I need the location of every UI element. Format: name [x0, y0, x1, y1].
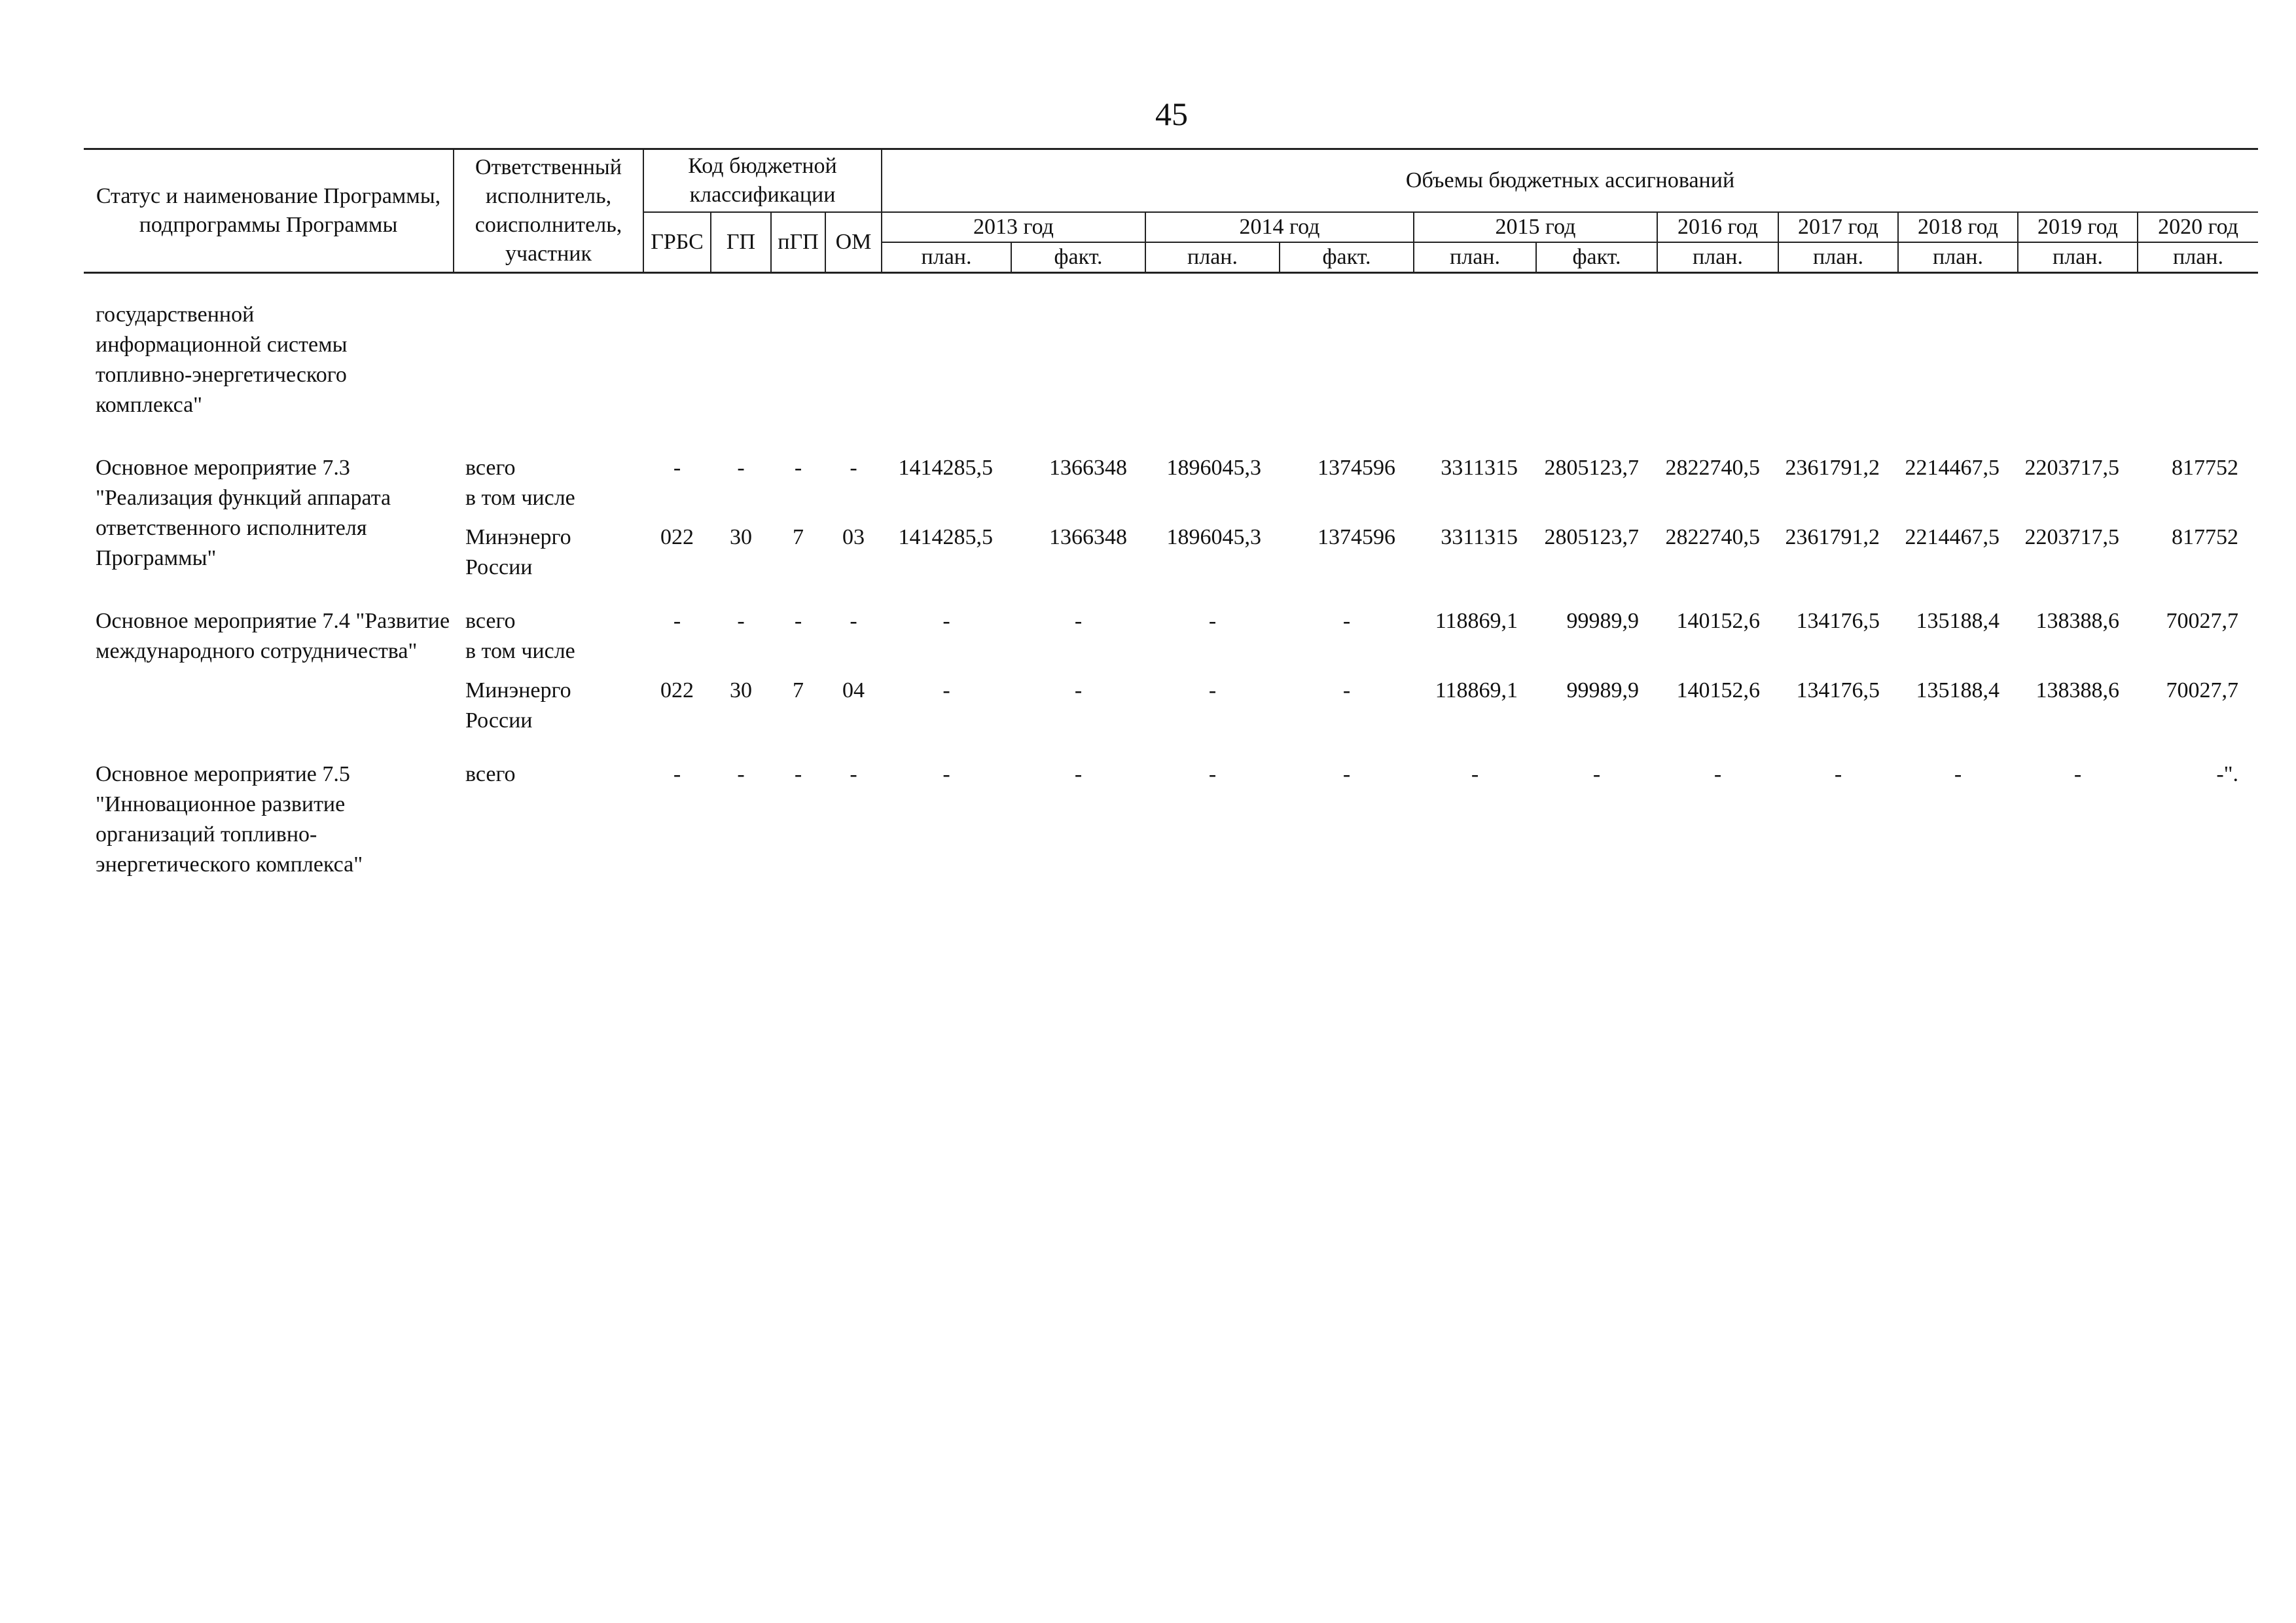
value-cell: -: [1834, 761, 1842, 786]
responsible-ministry: Минэнерго России: [465, 524, 571, 579]
value-cell: -: [1954, 761, 1962, 786]
value-cell: 1374596: [1318, 524, 1396, 549]
value-cell: -: [1471, 761, 1479, 786]
header-plan: план.: [1145, 242, 1280, 273]
header-fact: факт.: [1280, 242, 1414, 273]
value-cell: 140152,6: [1676, 678, 1761, 702]
responsible-ministry: Минэнерго России: [465, 678, 571, 733]
activity-name: Основное мероприятие 7.3 "Реализация функций аппарата ответственного исполнителя Программы": [96, 455, 391, 570]
value-cell: 817752: [2172, 524, 2239, 549]
value-cell: -: [1074, 608, 1083, 633]
code-cell: -: [794, 455, 802, 480]
responsible-total: [454, 453, 643, 513]
header-plan: план.: [882, 242, 1011, 273]
value-cell: 2203717,5: [2024, 524, 2120, 549]
value-cell: -: [942, 761, 950, 786]
value-cell: 3311315: [1441, 455, 1518, 480]
value-cell: 2214467,5: [1905, 524, 2000, 549]
value-cell: 1896045,3: [1166, 455, 1262, 480]
value-cell: -: [942, 608, 950, 633]
value-cell: 2822740,5: [1665, 524, 1761, 549]
header-code: Код бюджетной классификации: [643, 149, 882, 212]
header-plan: план.: [1657, 242, 1778, 273]
value-cell: -: [1074, 761, 1083, 786]
value-cell: 2361791,2: [1785, 455, 1880, 480]
table-row: [84, 606, 2258, 666]
header-name: Статус и наименование Программы, подпрограммы Программы: [84, 149, 454, 273]
header-fact: факт.: [1011, 242, 1145, 273]
header-code-grbs: ГРБС: [643, 212, 711, 273]
header-plan: план.: [1898, 242, 2018, 273]
responsible-total: [454, 759, 643, 880]
value-cell: 1366348: [1049, 524, 1128, 549]
value-cell: -: [1208, 608, 1217, 633]
header-year-2016: 2016 год: [1657, 212, 1778, 242]
including-label: в том числе: [465, 485, 575, 510]
responsible-total: [454, 606, 643, 666]
table-row: [84, 453, 2258, 513]
header-year-2019: 2019 год: [2018, 212, 2138, 242]
value-cell: -: [1342, 608, 1351, 633]
including-label: в том числе: [465, 638, 575, 663]
value-cell: 2203717,5: [2024, 455, 2120, 480]
code-cell: 7: [793, 678, 804, 702]
value-cell: -: [1074, 678, 1083, 702]
activity-name: Основное мероприятие 7.4 "Развитие международного сотрудничества": [96, 608, 450, 663]
total-label: всего: [465, 761, 516, 786]
value-cell: -: [1208, 678, 1217, 702]
code-cell: 03: [842, 524, 865, 549]
code-cell: -: [737, 455, 745, 480]
value-cell: -: [1592, 761, 1601, 786]
code-cell: -: [850, 455, 857, 480]
value-cell: 70027,7: [2166, 608, 2239, 633]
value-cell: 2822740,5: [1665, 455, 1761, 480]
value-cell: 99989,9: [1566, 678, 1640, 702]
value-cell: 99989,9: [1566, 608, 1640, 633]
continuation-text: государственной информационной системы топливно-энергетического комплекса": [96, 302, 348, 417]
code-cell: 7: [793, 524, 804, 549]
value-cell: 135188,4: [1916, 608, 2000, 633]
table-header: [84, 149, 2258, 273]
header-fact: факт.: [1536, 242, 1657, 273]
total-label: всего: [465, 455, 516, 480]
code-cell: -: [850, 761, 857, 786]
header-year-2020: 2020 год: [2138, 212, 2258, 242]
activity-name: Основное мероприятие 7.5 "Инновационное развитие организаций топливно-энергетического комплекса": [96, 761, 363, 877]
code-cell: -: [850, 608, 857, 633]
value-cell: -: [2073, 761, 2082, 786]
code-cell: -: [673, 455, 681, 480]
header-year-2017: 2017 год: [1778, 212, 1898, 242]
code-cell: -: [737, 761, 745, 786]
table-body: [84, 272, 2258, 903]
value-cell: -: [1342, 678, 1351, 702]
value-cell: -".: [2216, 761, 2239, 786]
value-cell: 1896045,3: [1166, 524, 1262, 549]
code-cell: 04: [842, 678, 865, 702]
value-cell: 70027,7: [2166, 678, 2239, 702]
value-cell: -: [1208, 761, 1217, 786]
value-cell: 2361791,2: [1785, 524, 1880, 549]
code-cell: -: [737, 608, 745, 633]
value-cell: -: [942, 678, 950, 702]
value-cell: 1414285,5: [898, 455, 994, 480]
code-cell: -: [673, 761, 681, 786]
value-cell: 134176,5: [1796, 678, 1880, 702]
budget-table: [84, 148, 2258, 903]
value-cell: 134176,5: [1796, 608, 1880, 633]
header-year-2013: 2013 год: [882, 212, 1145, 242]
value-cell: 1374596: [1318, 455, 1396, 480]
value-cell: 2214467,5: [1905, 455, 2000, 480]
header-year-2014: 2014 год: [1145, 212, 1414, 242]
code-cell: 022: [660, 524, 694, 549]
code-cell: -: [794, 608, 802, 633]
value-cell: 817752: [2172, 455, 2239, 480]
header-code-om: ОМ: [825, 212, 882, 273]
header-code-pgp: пГП: [771, 212, 825, 273]
table-row: [84, 759, 2258, 880]
value-cell: 138388,6: [2036, 608, 2120, 633]
value-cell: 138388,6: [2036, 678, 2120, 702]
code-cell: -: [794, 761, 802, 786]
header-plan: план.: [2138, 242, 2258, 273]
value-cell: -: [1713, 761, 1722, 786]
header-responsible: Ответственный исполнитель, соисполнитель, участник: [454, 149, 643, 273]
header-plan: план.: [1414, 242, 1536, 273]
value-cell: 2805123,7: [1544, 455, 1640, 480]
code-cell: 30: [730, 524, 752, 549]
value-cell: 118869,1: [1435, 608, 1518, 633]
value-cell: 140152,6: [1676, 608, 1761, 633]
value-cell: 1366348: [1049, 455, 1128, 480]
code-cell: 30: [730, 678, 752, 702]
value-cell: 118869,1: [1435, 678, 1518, 702]
value-cell: 135188,4: [1916, 678, 2000, 702]
value-cell: 1414285,5: [898, 524, 994, 549]
page-number: 45: [1155, 96, 1188, 132]
header-plan: план.: [1778, 242, 1898, 273]
code-cell: -: [673, 608, 681, 633]
code-cell: 022: [660, 678, 694, 702]
header-code-gp: ГП: [711, 212, 771, 273]
header-year-2015: 2015 год: [1414, 212, 1657, 242]
total-label: всего: [465, 608, 516, 633]
header-plan: план.: [2018, 242, 2138, 273]
header-volumes: Объемы бюджетных ассигнований: [882, 149, 2258, 212]
header-year-2018: 2018 год: [1898, 212, 2018, 242]
value-cell: 2805123,7: [1544, 524, 1640, 549]
value-cell: 3311315: [1441, 524, 1518, 549]
value-cell: -: [1342, 761, 1351, 786]
